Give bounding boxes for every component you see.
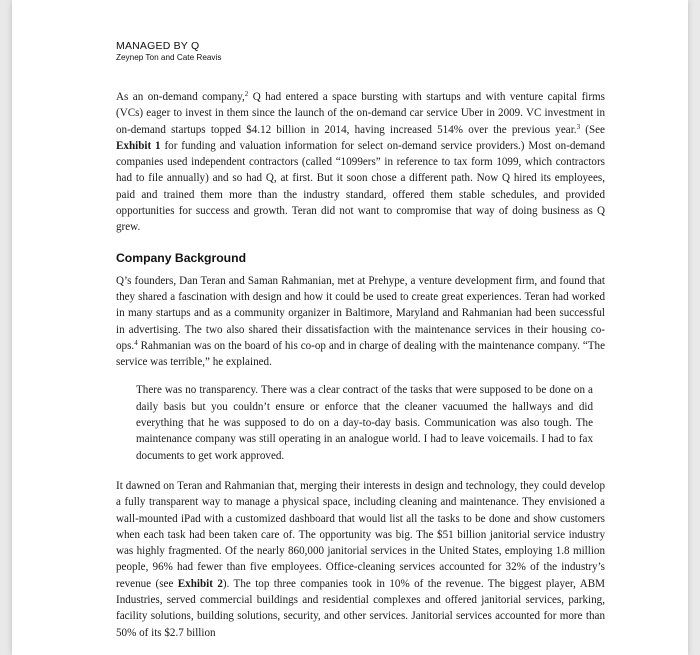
section-heading: Company Background bbox=[116, 250, 247, 265]
text-run: ). The top three companies took in 10% of the revenue. The biggest player, ABM Industries, served commercial buildings and residential complexes and offered janitorial services, parking, facility solutions, building solutions, security, and other services. Janitorial services accounted for more than 50% of its $2.7 billion bbox=[116, 577, 606, 639]
footnote-ref: 2 bbox=[244, 90, 249, 98]
footnote-ref: 4 bbox=[134, 338, 138, 347]
text-run: As an on-demand company, bbox=[116, 91, 245, 103]
footnote-ref: 3 bbox=[576, 122, 581, 131]
exhibit-ref: Exhibit 1 bbox=[116, 139, 161, 152]
case-header bbox=[116, 40, 221, 63]
text-run: for funding and valuation information for select on-demand service providers.) Most on-demand companies used independent contractors (called “1099ers” in reference to tax form 1099, which contractors had to file annually) and so had Q, at first. But it soon chose a different path. Now Q hired its employees, paid and trained them more than the industry standard, offered them stable schedules, and provided opportunities for success and growth. Teran did not want to compromise that way of doing business as Q grew. bbox=[116, 139, 606, 234]
document-body bbox=[116, 89, 605, 641]
paragraph-opportunity bbox=[116, 478, 605, 641]
paragraph-background bbox=[116, 273, 605, 371]
text-run: Q had entered a space bursting with startups and with venture capital firms (VCs) eager to invest in them since the launch of the on-demand car service Uber in 2009. VC investment in on-demand startups topped $4.12 billion in 2014, having increased 514% over the previous year. bbox=[116, 91, 606, 136]
case-authors: Zeynep Ton and Cate Reavis bbox=[116, 53, 222, 62]
text-run: It dawned on Teran and Rahmanian that, merging their interests in design and technology, they could develop a fully transparent way to manage a physical space, including cleaning and maintenance. They envisioned a wall-mounted iPad with a customized dashboard that would list all the tasks to be done and show customers when each task had been taken care of. The opportunity was big. The $51 billion janitorial service industry was highly fragmented. Of the nearly 860,000 janitorial services in the United States, employing 1.8 million people, 96% had fewer than five employees. Office-cleaning services accounted for 32% of the industry’s revenue (see bbox=[116, 479, 605, 590]
document-page bbox=[12, 0, 688, 655]
text-run: (See bbox=[580, 123, 605, 136]
text-run: Rahmanian was on the board of his co-op and in charge of dealing with the maintenance company. “The service was terrible,” he explained. bbox=[116, 339, 605, 369]
block-quote: There was no transparency. There was a clear contract of the tasks that were supposed to be done on a daily basis but you couldn’t ensure or enforce that the cleaner vacuumed the hallways and did everything that he was supposed to do on a day-to-day basis. Communication was also tough. The maintenance company was still operating in an analogue world. I had to leave voicemails. I had to fax documents to get work approved. bbox=[136, 384, 593, 462]
exhibit-ref: Exhibit 2 bbox=[177, 577, 223, 590]
case-title: MANAGED BY Q bbox=[116, 40, 200, 52]
paragraph-intro bbox=[116, 89, 605, 236]
text-run: Q’s founders, Dan Teran and Saman Rahmanian, met at Prehype, a venture development firm, and found that they shared a fascination with design and how it could be used to create great experiences. Teran had worked in many startups and as a community organizer in Baltimore, Maryland and Rahmanian had been successful in advertising. The two also shared their dissatisfaction with the maintenance services in their housing co-ops. bbox=[116, 274, 605, 352]
